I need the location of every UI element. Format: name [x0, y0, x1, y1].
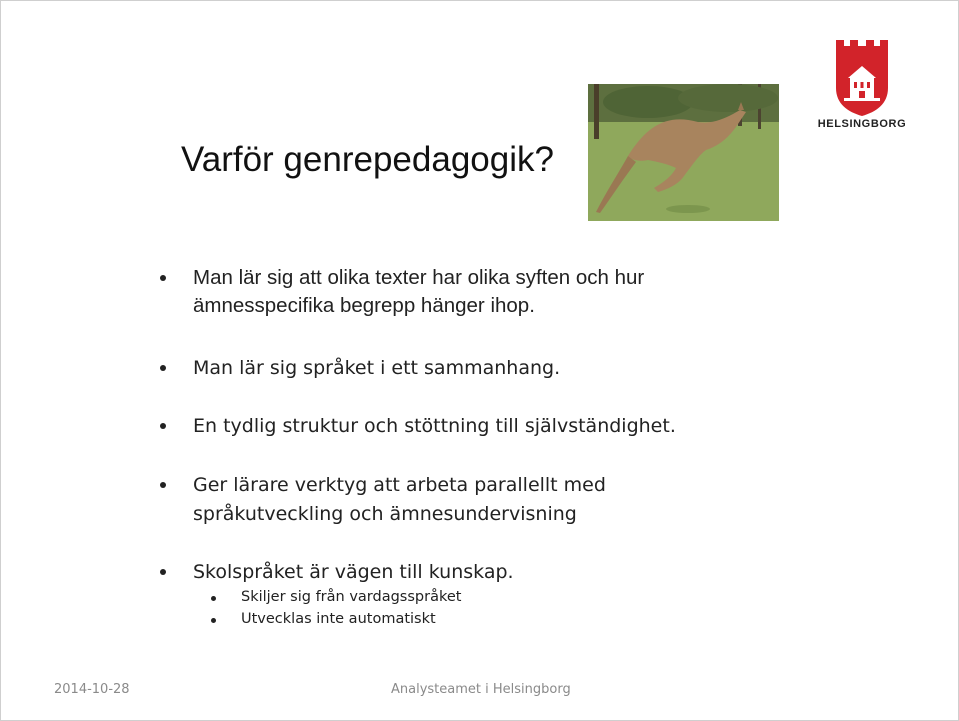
footer-organization: Analysteamet i Helsingborg — [391, 682, 571, 697]
sub-bullet-dot — [211, 618, 216, 623]
bullet-dot — [160, 569, 166, 575]
footer-date: 2014-10-28 — [54, 682, 130, 697]
bullet-4-line-1: Ger lärare verktyg att arbeta parallellt med — [193, 474, 606, 496]
bullet-dot — [160, 423, 166, 429]
kangaroo-photo — [588, 84, 779, 221]
bullet-3-line-1: En tydlig struktur och stöttning till självständighet. — [193, 415, 676, 437]
bullet-5-line-1: Skolspråket är vägen till kunskap. — [193, 561, 514, 583]
helsingborg-logo-text: HELSINGBORG — [817, 118, 907, 130]
bullet-4-line-2: språkutveckling och ämnesundervisning — [193, 503, 577, 525]
sub-bullet-2: Utvecklas inte automatiskt — [241, 611, 436, 627]
sub-bullet-dot — [211, 596, 216, 601]
bullet-dot — [160, 365, 166, 371]
bullet-dot — [160, 275, 166, 281]
bullet-dot — [160, 482, 166, 488]
bullet-1-line-1: Man lär sig att olika texter har olika syften och hur — [193, 266, 645, 289]
bullet-2-line-1: Man lär sig språket i ett sammanhang. — [193, 357, 561, 379]
sub-bullet-1: Skiljer sig från vardagsspråket — [241, 589, 462, 605]
slide-title: Varför genrepedagogik? — [181, 140, 554, 179]
bullet-1-line-2: ämnesspecifika begrepp hänger ihop. — [193, 294, 535, 317]
